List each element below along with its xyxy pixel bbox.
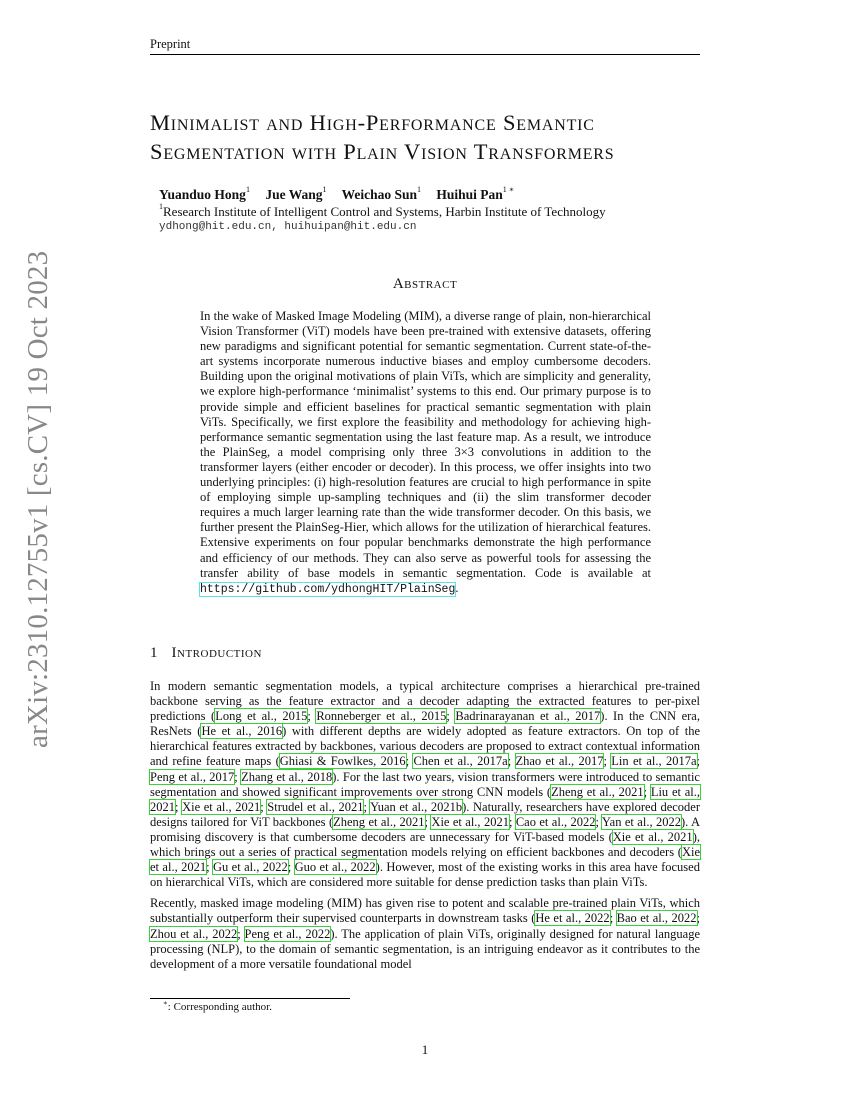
citation-link[interactable]: Peng et al., 2022: [244, 926, 331, 941]
section-heading-introduction: [150, 645, 262, 662]
citation-link[interactable]: Xie et al., 2021: [182, 799, 261, 814]
paragraph-text: ;: [508, 814, 516, 829]
paragraph-text: ). However, most of the existing works in this area have focused on hierarchical ViTs, which are considered more suitable for dense prediction tasks than plain ViTs.: [150, 860, 700, 890]
affiliation: $^1$Research Institute of Intelligent Control and Systems, Harbin Institute of Technology: [159, 202, 606, 219]
page-number: 1: [421, 1042, 429, 1057]
paragraph-text: ). A promising discovery is that cumbersome decoders are unnecessary for ViT-based models (: [150, 814, 701, 844]
paragraph-text: ;: [507, 754, 516, 769]
intro-paragraph-1: [150, 679, 700, 890]
paragraph-text: ;: [446, 709, 456, 724]
paragraph-text: ;: [363, 799, 371, 814]
paragraph-text: ;: [175, 799, 183, 814]
arxiv-identifier: arXiv:2310.12755v1 [cs.CV] 19 Oct 2023: [22, 250, 54, 748]
paragraph-text: Recently, masked image modeling (MIM) has given rise to potent and scalable pre-trained plain ViTs, which substantially outperform their supervised counterparts in downstream tasks (: [150, 896, 700, 926]
citation-link[interactable]: Chen et al., 2017a: [413, 754, 508, 769]
code-link[interactable]: https://github.com/ydhongHIT/PlainSeg: [200, 582, 456, 596]
author: Weichao Sun$^1$: [341, 185, 422, 202]
author: Jue Wang$^1$: [265, 185, 327, 202]
title-line-2: Segmentation with Plain Vision Transformers: [150, 139, 615, 164]
paragraph-text: ). For the last two years, vision transformers were introduced to semantic segmentation and showed significant improvements over strong CNN models (: [150, 769, 700, 799]
citation-link[interactable]: Ghiasi & Fowlkes, 2016: [279, 754, 406, 769]
citation-link[interactable]: Zheng et al., 2021: [551, 784, 644, 799]
citation-link[interactable]: Zheng et al., 2021: [333, 814, 425, 829]
author: Huihui Pan$^{1 ∗}$: [436, 185, 515, 202]
paragraph-text: In modern semantic segmentation models, a typical architecture comprises a hierarchical pre-trained backbone serving as the feature extractor and a decoder adapting the extracted features to per-pixel predictions (: [150, 679, 700, 724]
author-emails: ydhong@hit.edu.cn, huihuipan@hit.edu.cn: [159, 221, 417, 233]
title-line-1: Minimalist and High-Performance Semantic: [150, 110, 595, 135]
footnote: ∗: Corresponding author.: [163, 999, 272, 1013]
paragraph-text: ;: [206, 860, 213, 875]
paragraph-text: ;: [643, 784, 651, 799]
intro-paragraph-2: [150, 896, 700, 971]
footnote-rule: [150, 998, 350, 999]
citation-link[interactable]: Strudel et al., 2021: [267, 799, 364, 814]
section-title: Introduction: [171, 645, 262, 661]
paragraph-text: ). Naturally, researchers have explored decoder designs tailored for ViT backbones (: [150, 799, 701, 829]
citation-link[interactable]: He et al., 2016: [201, 724, 283, 739]
paragraph-text: ), which brings out a series of practical segmentation models relying on efficient backbones and decoders (: [150, 829, 700, 860]
citation-link[interactable]: Bao et al., 2022: [616, 911, 697, 926]
paragraph-text: ;: [234, 769, 242, 784]
paragraph-text: ;: [260, 799, 268, 814]
paragraph-text: ;: [696, 911, 700, 926]
paragraph-text: ;: [595, 814, 602, 829]
introduction-body: [150, 679, 700, 978]
citation-link[interactable]: Guo et al., 2022: [294, 860, 376, 875]
citation-link[interactable]: Peng et al., 2017: [150, 769, 235, 784]
paragraph-text: ). The application of plain ViTs, originally designed for natural language processing (NLP), to the domain of semantic segmentation, is an intriguing endeavor as it contributes to the development of a more versatile foundational model: [150, 926, 700, 971]
citation-link[interactable]: Long et al., 2015: [215, 709, 308, 724]
citation-link[interactable]: Xie et al., 2021: [612, 829, 693, 844]
citation-link[interactable]: Xie et al., 2021: [431, 814, 509, 829]
section-number: 1: [150, 645, 158, 661]
citation-link[interactable]: Badrinarayanan et al., 2017: [455, 709, 601, 724]
paragraph-text: ). In the CNN era, ResNets (: [150, 709, 700, 739]
citation-link[interactable]: Zhou et al., 2022: [150, 926, 238, 941]
author-list: [159, 187, 526, 203]
citation-link[interactable]: Ronneberger et al., 2015: [316, 709, 447, 724]
citation-link[interactable]: Yuan et al., 2021b: [370, 799, 463, 814]
citation-link[interactable]: Cao et al., 2022: [515, 814, 596, 829]
running-header: Preprint: [150, 37, 700, 55]
paragraph-text: ;: [237, 926, 245, 941]
citation-link[interactable]: Zhao et al., 2017: [515, 754, 604, 769]
citation-link[interactable]: Xie et al., 2021: [150, 845, 700, 875]
paragraph-text: ;: [424, 814, 432, 829]
paragraph-text: ;: [287, 860, 295, 875]
citation-link[interactable]: Gu et al., 2022: [212, 860, 288, 875]
paragraph-text: ;: [405, 754, 414, 769]
citation-link[interactable]: Zhang et al., 2018: [241, 769, 333, 784]
citation-link[interactable]: He et al., 2022: [535, 911, 610, 926]
author: Yuanduo Hong$^1$: [159, 185, 250, 202]
arxiv-side-stamp: [14, 250, 54, 750]
paper-title: [150, 108, 710, 166]
citation-link[interactable]: Lin et al., 2017a: [611, 754, 697, 769]
paragraph-text: ;: [696, 754, 700, 769]
citation-link[interactable]: Yan et al., 2022: [601, 814, 681, 829]
paragraph-text: ;: [307, 709, 317, 724]
paragraph-text: ;: [609, 911, 617, 926]
abstract-body: In the wake of Masked Image Modeling (MIM), a diverse range of plain, non-hierarchical Vision Transformer (ViT) models have been pre-trained with extensive datasets, offering new paradigms and significant potential for semantic segmentation. Current state-of-the-art systems incorporate numerous inductive biases and employ cumbersome decoders. Building upon the original motivations of plain ViTs, which are simplicity and generality, we explore high-performance ‘minimalist’ systems to this end. Our primary purpose is to provide simple and efficient baselines for practical semantic segmentation with plain ViTs. Specifically, we first explore the feasibility and methodology for achieving high-performance semantic segmentation using the last feature map. As a result, we introduce the PlainSeg, a model comprising only three 3×3 convolutions in addition to the transformer layers (either encoder or decoder). In this process, we offer insights into two underlying principles: (i) high-resolution features are crucial to high performance in spite of employing simple up-sampling techniques and (ii) the slim transformer decoder requires a much larger learning rate than the wide transformer decoder. On this basis, we further present the PlainSeg-Hier, which allows for the utilization of hierarchical features. Extensive experiments on four popular benchmarks demonstrate the high performance and efficiency of our methods. They can also serve as powerful tools for assessing the transfer ability of base models in semantic segmentation. Code is available at https://github.com/ydhongHIT/PlainSeg.: [200, 309, 651, 596]
paragraph-text: ;: [603, 754, 612, 769]
paragraph-text: ) with different depths are widely adopted as feature extractors. On top of the hierarchical features extracted by backbones, various decoders are proposed to extract contextual information and refine feature maps (: [150, 724, 701, 769]
abstract-heading: Abstract: [392, 276, 458, 292]
citation-link[interactable]: Liu et al., 2021: [150, 784, 700, 814]
